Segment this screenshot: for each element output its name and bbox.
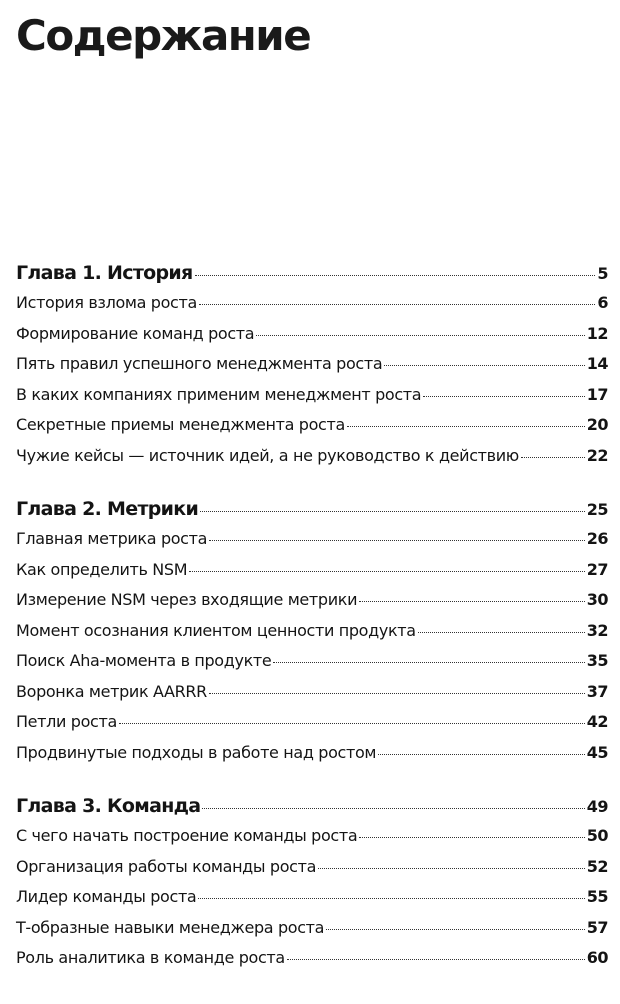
toc-entry[interactable] [16,293,608,324]
chapter-heading[interactable] [16,262,608,293]
toc-entry[interactable] [16,324,608,355]
toc-entry[interactable] [16,948,608,979]
section-title: Чужие кейсы — источник идей, а не руководство к действию [16,445,519,465]
dot-leader [202,808,584,809]
dot-leader [287,959,585,960]
page-number: 20 [586,415,608,434]
dot-leader [378,754,585,755]
dot-leader [189,571,585,572]
toc-entry[interactable] [16,651,608,682]
toc-entry[interactable] [16,918,608,949]
toc-entry[interactable] [16,682,608,713]
dot-leader [347,426,585,427]
section-title: Продвинутые подходы в работе над ростом [16,742,377,762]
toc-entry[interactable] [16,743,608,774]
section-title: Формирование команд роста [16,323,255,343]
toc-entry[interactable] [16,590,608,621]
toc-entry[interactable] [16,826,608,857]
dot-leader [209,540,585,541]
chapter-heading[interactable] [16,498,608,529]
section-title: История взлома роста [16,293,197,312]
page-number: 52 [586,856,608,876]
page-number: 32 [586,620,608,640]
page-number: 50 [586,826,608,845]
section-title: Роль аналитика в команде роста [16,948,285,967]
chapter-2 [16,498,608,773]
toc-entry[interactable] [16,621,608,652]
toc-entry[interactable] [16,857,608,888]
section-title: В каких компаниях применим менеджмент роста [16,384,422,404]
section-title: Поиск Aha-момента в продукте [16,651,272,670]
page-number: 12 [586,323,608,343]
section-title: Измерение NSM через входящие метрики [16,590,358,609]
chapter-heading[interactable] [16,795,608,826]
page-number: 30 [586,590,608,609]
toc-entry[interactable] [16,560,608,591]
page-number: 26 [586,529,608,548]
section-title: Воронка метрик AARRR [16,681,207,701]
dot-leader [119,723,585,724]
dot-leader [256,335,585,336]
dot-leader [199,304,595,305]
dot-leader [423,396,585,397]
page-number: 5 [597,264,608,283]
dot-leader [326,929,585,930]
chapter-title: Глава 1. История [16,262,193,284]
section-title: Петли роста [16,712,117,731]
section-title: Пять правил успешного менеджмента роста [16,354,383,373]
page-number: 25 [586,500,608,519]
chapter-1 [16,262,608,476]
page-number: 37 [586,681,608,701]
page-number: 6 [597,293,608,312]
table-of-contents [16,262,608,1001]
dot-leader [384,365,584,366]
dot-leader [359,837,584,838]
section-title: Момент осознания клиентом ценности продукта [16,620,416,640]
dot-leader [418,632,585,633]
page-number: 22 [586,445,608,465]
toc-entry[interactable] [16,385,608,416]
section-title: Секретные приемы менеджмента роста [16,415,345,434]
page-number: 14 [586,354,608,373]
toc-entry[interactable] [16,712,608,743]
page-number: 17 [586,384,608,404]
dot-leader [195,275,596,276]
dot-leader [198,898,584,899]
page-title: Содержание [16,11,311,60]
chapter-title: Глава 2. Метрики [16,498,199,520]
section-title: Т-образные навыки менеджера роста [16,917,325,937]
chapter-title: Глава 3. Команда [16,795,201,817]
dot-leader [209,693,585,694]
dot-leader [521,457,585,458]
page-number: 60 [586,948,608,967]
chapter-3 [16,795,608,979]
page-number: 49 [586,797,608,816]
page-number: 57 [586,917,608,937]
section-title: Как определить NSM [16,559,188,579]
page-number: 27 [586,559,608,579]
section-title: Организация работы команды роста [16,856,317,876]
page-number: 55 [586,887,608,906]
dot-leader [359,601,585,602]
page-number: 35 [586,651,608,670]
section-title: Лидер команды роста [16,887,197,906]
toc-entry[interactable] [16,446,608,477]
toc-entry[interactable] [16,415,608,446]
dot-leader [318,868,585,869]
dot-leader [273,662,584,663]
toc-entry[interactable] [16,529,608,560]
section-title: Главная метрика роста [16,529,208,548]
toc-entry[interactable] [16,354,608,385]
page-number: 45 [586,742,608,762]
page-number: 42 [586,712,608,731]
dot-leader [200,511,585,512]
toc-entry[interactable] [16,887,608,918]
section-title: С чего начать построение команды роста [16,826,358,845]
